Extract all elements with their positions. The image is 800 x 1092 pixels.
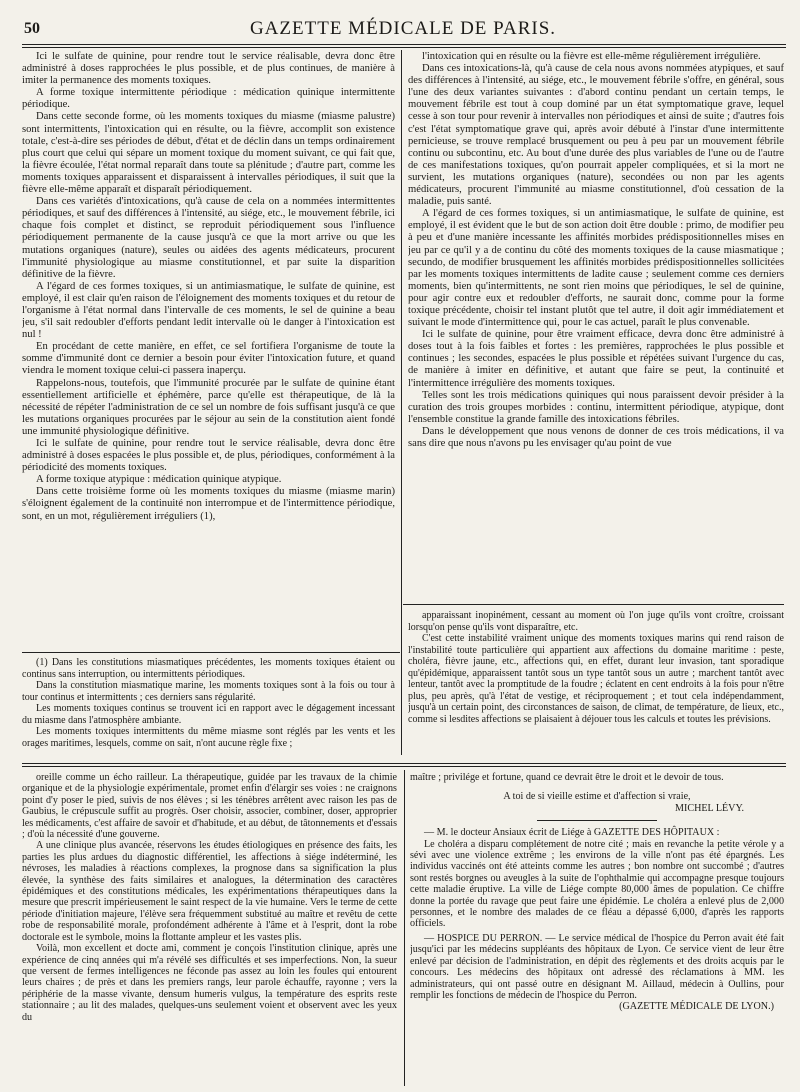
paragraph: Dans cette troisième forme où les moments toxiques du miasme (miasme marin) s'éloignent également de la continuité non interrompue et de l'intermittence périodique, sont, en un mot, régulièrement irréguliers (1), (22, 486, 395, 522)
journal-title: GAZETTE MÉDICALE DE PARIS. (249, 18, 557, 39)
paragraph: oreille comme un écho railleur. La thérapeutique, guidée par les travaux de la chimie organique et de la physiologie expérimentale, promet enfin d'élargir ses voies : ne craignons point d'y poser le pied, suivis de nos élèves ; si les ténèbres arrêtent avec raison les pas de Gaubius, le crépuscule suffit au progrès. Oser choisir, associer, combiner, doser, approprier les médicaments, c'est affaire de savoir et d'habitude, et au début, de tâtonnements et d'essais ; d'où la nécessité d'une gouverne. (22, 772, 397, 841)
paragraph: Rappelons-nous, toutefois, que l'immunité procurée par le sulfate de quinine étant essentiellement artificielle et éphémère, parce qu'elle est thérapeutique, de là la nécessité de répéter l'administration de ce sel un nombre de fois suffisant jusqu'à ce que les mutations organiques procurées par le séjour au sein de la constitution aient fondé une immunité physiologique définitive. (22, 377, 395, 437)
news-body-perron: — Le service médical de l'hospice du Perron avait été fait jusqu'ici par les médecins suppléants des hôpitaux de Lyon. Ce service vient de leur être enlevé par décision de l'administration, en dépit des règlements et des droits acquis par le concours. Les médecins des hôpitaux ont adressé des réclamations à MM. les administrateurs, qui ont passé outre en désignant M. Aillaud, médecin à Oullins, pour remplir les fonctions de médecin de l'hospice du Perron. (410, 932, 784, 1001)
paragraph: A l'égard de ces formes toxiques, si un antimiasmatique, le sulfate de quinine, est employé, il est évident que le but de son action doit être double : primo, de modifier peu à peu et d'une manière incessante les affinités morbides prédispositionnelles mises en jeu par ce qu'il y a de continu du côté des moments toxiques de la cause miasmatique ; secundo, de modifier brusquement les affinités morbides prédispositionnelles sollicitées par les moments toxiques intermittents de ladite cause ; seulement comme ces derniers moments, bien qu'intermittents, ne sont rien moins que périodiques, le sel de quinine, pour agir contre eux et redoubler d'efforts, ne saurait donc, comme pour la forme toxique précédente, choisir tel instant plutôt que tel autre, il doit agir immédiatement et suivant le mode d'intermittence qui, pour le cas actuel, paraît le plus convenable. (408, 208, 784, 329)
footnote-paragraph: Les moments toxiques intermittents du même miasme sont réglés par les vents et les orages maritimes, lesquels, comme on sait, n'ont aucune règle fixe ; (22, 726, 395, 749)
paragraph: l'intoxication qui en résulte ou la fièvre est elle-même régulièrement irrégulière. (422, 51, 761, 62)
paragraph: A forme toxique atypique : médication quinique atypique. (36, 474, 282, 486)
paragraph: Dans le développement que nous venons de donner de ces trois médications, il va sans dire que nous n'avons pu les envisager qu'au point de vue (408, 425, 784, 449)
paragraph: En procédant de cette manière, en effet, ce sel fortifiera l'organisme de toute la somme d'immunité dont ce dernier a besoin pour éviter l'intoxication future, et quand viendra le moment toxique celui-ci passera inaperçu. (22, 341, 395, 377)
news-source: (GAZETTE MÉDICALE DE LYON.) (619, 1001, 774, 1013)
paragraph: Dans ces variétés d'intoxications, qu'à cause de cela on a nommées intermittentes périodiques, et sauf des différences à l'intensité, au siége, etc., le mouvement fébrile, ici chaque fois complet et distinct, se reproduit périodiquement sous l'influence périodiquement permanente de la cause jusqu'à ce que la mort arrive ou que les mutations organiques (nature), seules ou aidées des agents médicateurs, procurent l'immunité physiologique au miasme constitutionnel, et par suite la disparition définitive de la fièvre. (22, 196, 395, 280)
footnote-paragraph: C'est cette instabilité vraiment unique des moments toxiques marins qui rend raison de l'instabilité toute particulière qui appartient aux affections du domaine maritime : peste, choléra, fièvre jaune, etc., affections qui, en effet, durant leur invasion, tant sporadique qu'épidémique, apparaissent tantôt sous un type tantôt sous un autre ; marchent tantôt avec lenteur, tantôt avec la promptitude de la foudre ; éclatent en cent endroits à la fois pour n'être plus, peu après, qu'à l'état de vestige, et réciproquement ; et tout cela indépendamment, jusqu'à un certain point, des circonstances de saison, de climat, de température, de lieux, etc., comme si lesdites affections se plaisaient à déjouer tous les calculs et toutes les prévisions. (408, 633, 784, 725)
section-rule (22, 763, 786, 764)
right-column (408, 51, 784, 601)
footnote-paragraph: Dans la constitution miasmatique marine, les moments toxiques sont à la fois ou tour à tour continus et intermittents ; ces derniers sans régularité. (22, 680, 395, 703)
page-number: 50 (24, 20, 40, 37)
bottom-left-column (22, 772, 397, 1084)
news-heading-perron: — HOSPICE DU PERRON. (424, 932, 543, 944)
footnote-right (408, 610, 784, 756)
paragraph: Voilà, mon excellent et docte ami, comment je conçois l'institution clinique, après une expérience de cinq années qui m'a révélé ses difficultés et ses imperfections. Non, la sueur que versent de fermes intelligences ne féconde pas assez au loin les foules qui entourent leurs chaires ; de près et dans les premiers rangs, leur parole échauffe, rayonne ; vers la périphérie de la masse vivante, densum humeris vulgus, la température des esprits reste stationnaire ; au lit des malades, quelques-uns seulement voient et observent avec les yeux du (22, 943, 397, 1023)
section-rule-double (22, 766, 786, 767)
footnote-paragraph: (1) Dans les constitutions miasmatiques précédentes, les moments toxiques étaient ou continus sans interruption, ou intermittents périodiques. (22, 657, 395, 680)
header-rule (22, 44, 786, 45)
letter-signature: MICHEL LÉVY. (675, 802, 744, 814)
column-divider (401, 50, 402, 755)
paragraph: Ici le sulfate de quinine, pour être vraiment efficace, devra donc être administré à doses tout à la fois faibles et fortes : les premières, rapprochées le plus possible et continues ; les secondes, espacées le plus possible et répétées suivant l'urgence du cas, de manière à imiter en définitive, et autant que faire se peut, la continuité et l'intermittence irrégulière des moments toxiques. (408, 329, 784, 389)
paragraph: A forme toxique intermittente périodique : médication quinique intermittente périodique. (22, 87, 395, 111)
footnote-rule-right (403, 604, 784, 605)
news-body-liege: Le choléra a disparu complétement de notre cité ; mais en revanche la petite vérole y a sévi avec une violence extrême ; les environs de la ville n'ont pas été épargnés. Les individus vaccinés ont été atteints comme les autres ; bon nombre ont succombé ; d'autres sont restés borgnes ou aveugles à la suite de l'ophthalmie qui accompagne presque toujours cette maladie éruptive. La ville de Liége compte 80,000 âmes de population. Ce chiffre donne la portée du ravage que peut faire une épidémie. Le choléra a enlevé plus de 2,000 personnes, et le nombre des malades de ce fléau a dépassé 6,000, d'après les rapports officiels. (410, 838, 784, 930)
bottom-right-column (410, 772, 784, 1084)
header-rule-double (22, 47, 786, 48)
footnote-paragraph: apparaissant inopinément, cessant au moment où l'on juge qu'ils vont croître, croissant lorsqu'on pense qu'ils vont disparaître, etc. (408, 610, 784, 633)
paragraph: Dans cette seconde forme, où les moments toxiques du miasme (miasme palustre) sont intermittents, l'intoxication qui en résulte, ou la fièvre, accomplit son existence totale, c'est-à-dire ses périodes de début, d'état et de déclin dans un temps ordinairement plus court que celui qui sépare un moment toxique du moment suivant, ce qui fait que, la fièvre écoulée, l'état normal reparaît dans toute sa plénitude ; d'autre part, comme les moments toxiques apparaissent et disparaissent à intervalles périodiques, il suit que la fièvre elle-même apparaît et disparaît périodiquement. (22, 111, 395, 196)
letter-closing: A toi de si vieille estime et d'affection si vraie, (503, 791, 691, 803)
footnote-left (22, 657, 395, 755)
paragraph: Ici le sulfate de quinine, pour rendre tout le service réalisable, devra donc être administré à doses rapprochées le plus possible, et de plus continues, de manière à imiter la permanence des moments toxiques. (22, 51, 395, 87)
paragraph: A l'égard de ces formes toxiques, si un antimiasmatique, le sulfate de quinine, est employé, il est clair qu'en raison de l'éloignement des moments toxiques et du retour de l'organisme à l'état normal dans l'intervalle de ces moments, le sel de quinine a beau jeu, s'il sait redoubler d'efforts pendant ledit intervalle où le danger à l'intoxication est nul ! (22, 280, 395, 341)
bottom-column-divider (404, 770, 405, 1086)
paragraph: A une clinique plus avancée, réservons les études étiologiques en présence des faits, les parties les plus ardues du diagnostic différentiel, les affections à siége indéterminé, les névroses, les maladies à réactions complexes, la prognose dans sa signification la plus élevée, la synthèse des faits similaires et analogues, la détermination des caractères épidémiques et des constitutions médicales, les expérimentations thérapeutiques dans la mesure que prescrit impérieusement le saint respect de la vie humaine. Vers le terme de cette période d'initiation majeure, l'élève sera fréquemment substitué au maître et revêtu de cette robe de responsabilité morale, profondément adhérente à l'âme et à l'esprit, dont la robe doctorale est le symbole, moins la flottante ampleur et les vastes plis. (22, 840, 397, 943)
paragraph: Telles sont les trois médications quiniques qui nous paraissent devoir présider à la curation des trois groupes morbides : continu, intermittent périodique, atypique, dont l'ensemble constitue la grande famille des intoxications fébriles. (408, 389, 784, 425)
footnote-rule-left (22, 652, 400, 653)
page-header (22, 18, 784, 40)
news-separator (537, 820, 657, 821)
paragraph: Dans ces intoxications-là, qu'à cause de cela nous avons nommées atypiques, et sauf des différences à l'intensité, au siége, etc., le mouvement fébrile s'offre, en général, sous l'une des deux variantes suivantes : d'abord continu pendant un certain temps, le mouvement fébrile est tout à coup dominé par un état symptomatique grave, lequel cesse à son tour pour revenir à intervalles non périodiques et ainsi de suite ; d'autres fois c'est l'état symptomatique grave qui, après avoir débuté à l'instar d'une intermittente pernicieuse, se trouve remplacé brusquement ou peu à peu par un mouvement fébrile continu ou subcontinu, etc. Au bout d'une durée des plus variables de l'une ou de l'autre de ces manifestations toxiques, qu'on pourrait appeler compliquées, et si la mort ne survient, les mutations organiques (nature), secondées ou non par les agents médicateurs, procurent l'immunité au miasme constitutionnel, d'où cessation de la maladie, puis santé. (408, 63, 784, 208)
left-column (22, 51, 395, 646)
letter-continuation: maître ; privilége et fortune, quand ce devrait être le droit et le devoir de tous. (410, 772, 724, 783)
footnote-paragraph: Les moments toxiques continus se trouvent ici en rapport avec le dégagement incessant du miasme dans l'atmosphère ambiante. (22, 703, 395, 726)
news-heading-liege: — M. le docteur Ansiaux écrit de Liége à GAZETTE DES HÔPITAUX : (424, 827, 720, 839)
paragraph: Ici le sulfate de quinine, pour rendre tout le service réalisable, devra donc être administré à doses espacées le plus possible et, de plus, périodiques, conformément à la périodicité des moments toxiques. (22, 438, 395, 474)
